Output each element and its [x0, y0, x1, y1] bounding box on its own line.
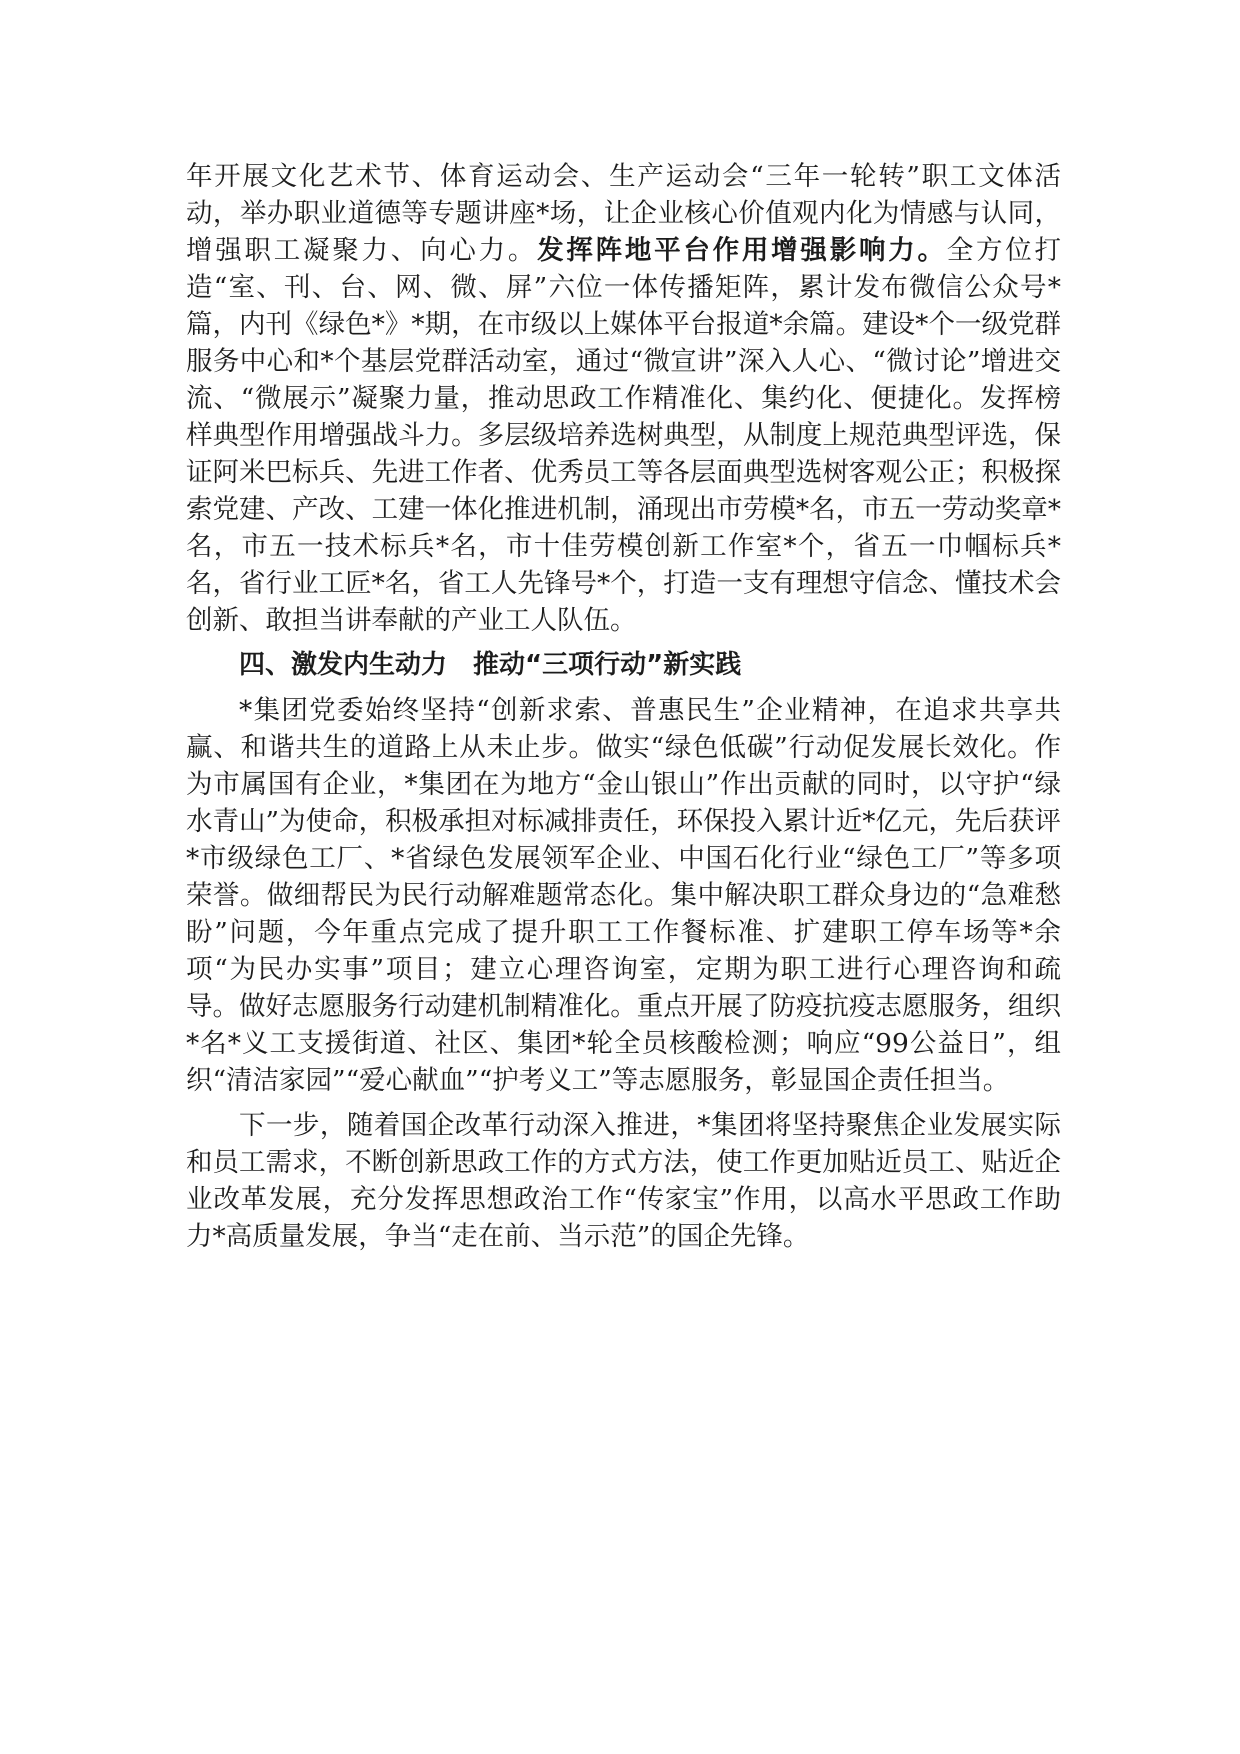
paragraph-continued: [186, 158, 1061, 639]
paragraph-text: 年开展文化艺术节、体育运动会、生产运动会“三年一轮转”职工文体活动，举办职业道德等专题讲座*场，让企业核心价值观内化为情感与认同，增强职工凝聚力、向心力。: [186, 161, 1061, 266]
paragraph-section-4: *集团党委始终坚持“创新求索、普惠民生”企业精神，在追求共享共赢、和谐共生的道路上从未止步。做实“绿色低碳”行动促发展长效化。作为市属国有企业，*集团在为地方“金山银山”作出贡献的同时，以守护“绿水青山”为使命，积极承担对标减排责任，环保投入累计近*亿元，先后获评*市级绿色工厂、*省绿色发展领军企业、中国石化行业“绿色工厂”等多项荣誉。做细帮民为民行动解难题常态化。集中解决职工群众身边的“急难愁盼”问题，今年重点完成了提升职工工作餐标准、扩建职工停车场等*余项“为民办实事”项目；建立心理咨询室，定期为职工进行心理咨询和疏导。做好志愿服务行动建机制精准化。重点开展了防疫抗疫志愿服务，组织*名*义工支援街道、社区、集团*轮全员核酸检测；响应“99公益日”，组织“清洁家园”“爱心献血”“护考义工”等志愿服务，彰显国企责任担当。: [186, 695, 1061, 1096]
paragraph-text: 全方位打造“室、刊、台、网、微、屏”六位一体传播矩阵，累计发布微信公众号*篇，内刊《绿色*》*期，在市级以上媒体平台报道*余篇。建设*个一级党群服务中心和*个基层党群活动室，通过“微宣讲”深入人心、“微讨论”增进交流、“微展示”凝聚力量，推动思政工作精准化、集约化、便捷化。发挥榜样典型作用增强战斗力。多层级培养选树典型，从制度上规范典型评选，保证阿米巴标兵、先进工作者、优秀员工等各层面典型选树客观公正；积极探索党建、产改、工建一体化推进机制，涌现出市劳模*名，市五一劳动奖章*名，市五一技术标兵*名，市十佳劳模创新工作室*个，省五一巾帼标兵*名，省行业工匠*名，省工人先锋号*个，打造一支有理想守信念、懂技术会创新、敢担当讲奉献的产业工人队伍。: [186, 235, 1062, 636]
bold-subheading: 发挥阵地平台作用增强影响力。: [537, 235, 947, 266]
section-heading: [186, 647, 1061, 684]
section-heading-part-1: 四、激发内生动力: [239, 650, 448, 680]
document-body: [186, 158, 1061, 1255]
section-heading-part-2: 推动“三项行动”新实践: [473, 650, 742, 680]
paragraph-conclusion: 下一步，随着国企改革行动深入推进，*集团将坚持聚焦企业发展实际和员工需求，不断创新思政工作的方式方法，使工作更加贴近员工、贴近企业改革发展，充分发挥思想政治工作“传家宝”作用，以高水平思政工作助力*高质量发展，争当“走在前、当示范”的国企先锋。: [186, 1110, 1061, 1252]
